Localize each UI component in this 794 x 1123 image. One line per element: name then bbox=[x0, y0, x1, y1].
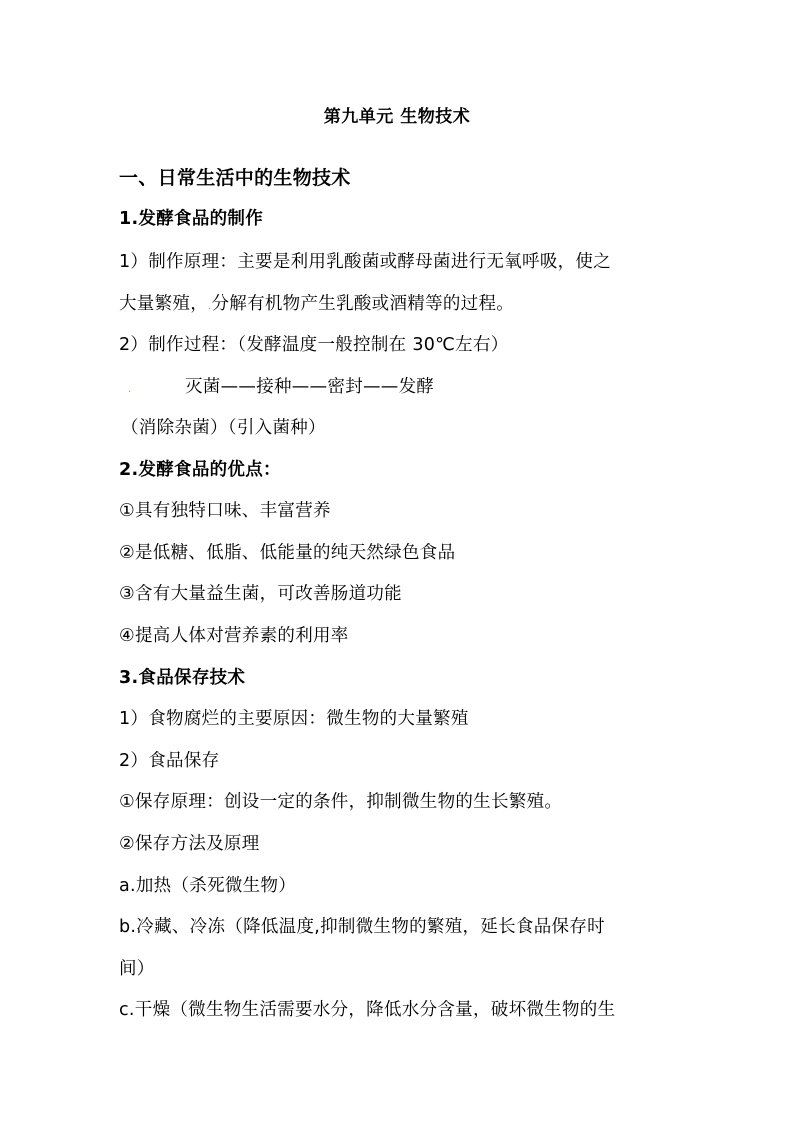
paragraph-line: 2）食品保存 bbox=[119, 751, 220, 771]
paragraph-line bbox=[119, 293, 514, 318]
paragraph-line: 1）食物腐烂的主要原因：微生物的大量繁殖 bbox=[119, 709, 469, 729]
section-heading: 一、日常生活中的生物技术 bbox=[119, 167, 351, 189]
list-item: 间） bbox=[119, 959, 155, 979]
paragraph-line: 2）制作过程：（发酵温度一般控制在 30℃左右） bbox=[119, 335, 509, 355]
process-notes: （消除杂菌）（引入菌种） bbox=[121, 418, 326, 438]
stray-mark bbox=[128, 376, 131, 401]
document-title: 第九单元 生物技术 bbox=[323, 107, 471, 127]
subsection-heading: 3.食品保存技术 bbox=[119, 668, 246, 688]
list-item: c.干燥（微生物生活需要水分，降低水分含量，破坏微生物的生 bbox=[119, 1000, 616, 1020]
process-steps: 灭菌——接种——密封——发酵 bbox=[185, 377, 435, 397]
subsection-heading: 1.发酵食品的制作 bbox=[119, 209, 264, 229]
paragraph-line: 1）制作原理：主要是利用乳酸菌或酵母菌进行无氧呼吸，使之 bbox=[119, 252, 612, 272]
list-item: ②是低糖、低脂、低能量的纯天然绿色食品 bbox=[119, 543, 456, 563]
paragraph-line: ②保存方法及原理 bbox=[119, 834, 260, 854]
list-item: ①具有独特口味、丰富营养 bbox=[119, 501, 331, 521]
paragraph-text: 分解有机物产生乳酸或酒精等的过程。 bbox=[211, 294, 515, 314]
paragraph-line: ①保存原理：创设一定的条件，抑制微生物的生长繁殖。 bbox=[119, 792, 563, 812]
list-item: ④提高人体对营养素的利用率 bbox=[119, 626, 349, 646]
list-item: ③含有大量益生菌，可改善肠道功能 bbox=[119, 584, 402, 604]
paragraph-text: 大量繁殖， bbox=[119, 294, 208, 314]
subsection-heading: 2.发酵食品的优点： bbox=[119, 460, 281, 480]
list-item: b.冷藏、冷冻（降低温度,抑制微生物的繁殖，延长食品保存时 bbox=[119, 917, 605, 937]
list-item: a.加热（杀死微生物） bbox=[119, 876, 297, 896]
stray-mark-dot: . bbox=[128, 384, 132, 395]
stray-mark: . bbox=[208, 301, 212, 312]
